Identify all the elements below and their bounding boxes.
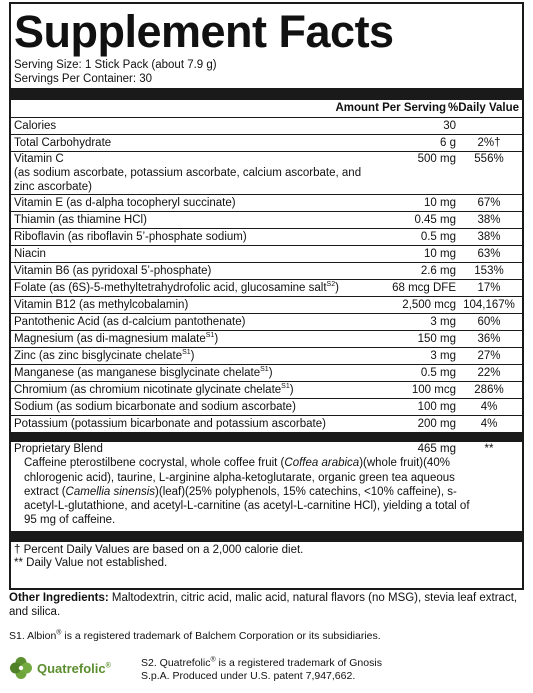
nutrient-row (11, 246, 522, 263)
nutrient-name: Calories (14, 120, 57, 132)
nutrient-name: Riboflavin (as riboflavin 5’-phosphate sodium) (14, 231, 247, 243)
nutrient-row (11, 331, 522, 348)
nutrient-amount: 3 mg (430, 350, 456, 362)
nutrient-name: Potassium (potassium bicarbonate and potassium ascorbate) (14, 418, 326, 430)
nutrient-row (11, 314, 522, 331)
nutrient-dv: 4% (480, 418, 498, 430)
nutrient-name: Zinc (as zinc bisglycinate chelate$^{S1}$) (14, 349, 195, 362)
nutrient-name: Sodium (as sodium bicarbonate and sodium ascorbate) (14, 401, 296, 413)
nutrient-row (11, 135, 522, 152)
nutrient-amount: 0.5 mg (420, 367, 456, 379)
divider-bar (11, 433, 522, 442)
serving-size: Serving Size: 1 Stick Pack (about 7.9 g) (14, 59, 217, 71)
divider-bar (11, 531, 522, 542)
nutrient-dv: 22% (477, 367, 501, 379)
nutrient-name: Magnesium (as di-magnesium malate$^{S1}$) (14, 332, 219, 345)
nutrient-row (11, 348, 522, 365)
nutrient-row (11, 416, 522, 433)
footnote-not-established: ** Daily Value not established. (14, 557, 168, 570)
supplement-facts-panel (9, 2, 524, 590)
nutrient-name: Folate (as (6S)-5-methyltetrahydrofolic acid, glucosamine salt$^{S2}$) (14, 281, 339, 294)
nutrient-row (11, 399, 522, 416)
servings-per-container: Servings Per Container: 30 (14, 73, 153, 85)
nutrient-dv: 104,167% (463, 299, 515, 311)
footnotes (11, 542, 522, 571)
nutrient-dv: 17% (477, 282, 501, 294)
nutrient-row (11, 195, 522, 212)
quatrefolic-trademark: S2. Quatrefolic® is a registered trademark of Gnosis S.p.A. Produced under U.S. patent 7,947,662. (141, 656, 382, 682)
nutrient-name: Thiamin (as thiamine HCl) (14, 214, 147, 226)
nutrient-amount: 0.45 mg (414, 214, 456, 226)
nutrient-amount: 30 (443, 120, 456, 132)
nutrient-name: Chromium (as chromium nicotinate glycinate chelate$^{S1}$) (14, 383, 294, 396)
nutrient-amount: 100 mg (417, 401, 456, 413)
nutrient-amount: 0.5 mg (420, 231, 456, 243)
nutrient-name: Vitamin B12 (as methylcobalamin) (14, 299, 189, 311)
nutrient-amount: 100 mcg (411, 384, 456, 396)
nutrient-row (11, 263, 522, 280)
nutrient-dv: 60% (477, 316, 501, 328)
nutrient-row (11, 297, 522, 314)
nutrient-name: Total Carbohydrate (14, 137, 112, 149)
nutrient-dv: 556% (474, 153, 504, 165)
nutrient-dv: 2%† (477, 137, 501, 149)
blend-name: Proprietary Blend (14, 443, 103, 455)
nutrient-dv: 67% (477, 197, 501, 209)
nutrient-amount: 200 mg (417, 418, 456, 430)
quatrefolic-logo (9, 654, 131, 682)
nutrient-name: Niacin (14, 248, 46, 260)
nutrient-name: Vitamin E (as d-alpha tocopheryl succinate) (14, 197, 236, 209)
blend-dv: ** (484, 443, 494, 455)
nutrient-dv: 63% (477, 248, 501, 260)
nutrient-dv: 27% (477, 350, 501, 362)
amount-header: Amount Per Serving (335, 102, 447, 114)
nutrient-row (11, 212, 522, 229)
nutrient-row (11, 118, 522, 135)
logo-text: Quatrefolic® (37, 660, 111, 676)
nutrient-amount: 2,500 mcg (402, 299, 456, 311)
column-header (11, 100, 522, 118)
nutrient-amount: 10 mg (424, 248, 456, 260)
nutrient-row (11, 229, 522, 246)
nutrient-amount: 3 mg (430, 316, 456, 328)
proprietary-blend (11, 442, 522, 531)
footnote-dv: † Percent Daily Values are based on a 2,000 calorie diet. (14, 543, 304, 556)
blend-description: Caffeine pterostilbene cocrystal, whole coffee fruit (Coffea arabica)(whole fruit)(40% chlorogenic acid), taurine, L-arginine alpha-ketoglutarate, organic green tea aqueous extract (Camellia sinensis)(leaf)(25% polyphenols, 15% catechins, <10% caffeine), s-acetyl-L-glutathione, and acetyl-L-carnitine (as acetyl-L-carnitine HCl), yielding a total of 95 mg of caffeine. (24, 457, 470, 527)
nutrient-row (11, 152, 522, 195)
nutrient-name: Manganese (as manganese bisglycinate chelate$^{S1}$) (14, 366, 273, 379)
four-leaf-clover-icon (9, 656, 33, 680)
nutrient-name: Vitamin B6 (as pyridoxal 5’-phosphate) (14, 265, 212, 277)
other-ingredients: Other Ingredients: Maltodextrin, citric acid, malic acid, natural flavors (no MSG), stevia leaf extract, and silica. (9, 592, 518, 618)
nutrient-amount: 150 mg (417, 333, 456, 345)
divider-bar (11, 88, 522, 100)
nutrient-dv: 153% (474, 265, 504, 277)
nutrient-amount: 500 mg (417, 153, 456, 165)
nutrient-name: Vitamin C (as sodium ascorbate, potassium ascorbate, calcium ascorbate, and zinc ascorbate) (14, 152, 376, 194)
panel-title: Supplement Facts (14, 6, 394, 57)
nutrient-amount: 2.6 mg (420, 265, 456, 277)
nutrient-dv: 38% (477, 214, 501, 226)
nutrient-source: (as sodium ascorbate, potassium ascorbate, calcium ascorbate, and zinc ascorbate) (14, 167, 362, 193)
blend-amount: 465 mg (417, 443, 456, 455)
nutrient-row (11, 365, 522, 382)
nutrient-dv: 38% (477, 231, 501, 243)
nutrient-amount: 6 g (440, 137, 456, 149)
nutrient-dv: 36% (477, 333, 501, 345)
dv-header: %Daily Value (448, 102, 519, 114)
nutrient-amount: 68 mcg DFE (392, 282, 456, 294)
nutrient-amount: 10 mg (424, 197, 456, 209)
nutrient-table (11, 118, 522, 433)
nutrient-row (11, 280, 522, 297)
nutrient-name: Pantothenic Acid (as d-calcium pantothenate) (14, 316, 246, 328)
albion-trademark: S1. Albion® is a registered trademark of Balchem Corporation or its subsidiaries. (9, 629, 381, 642)
nutrient-dv: 286% (474, 384, 504, 396)
nutrient-dv: 4% (480, 401, 498, 413)
nutrient-row (11, 382, 522, 399)
